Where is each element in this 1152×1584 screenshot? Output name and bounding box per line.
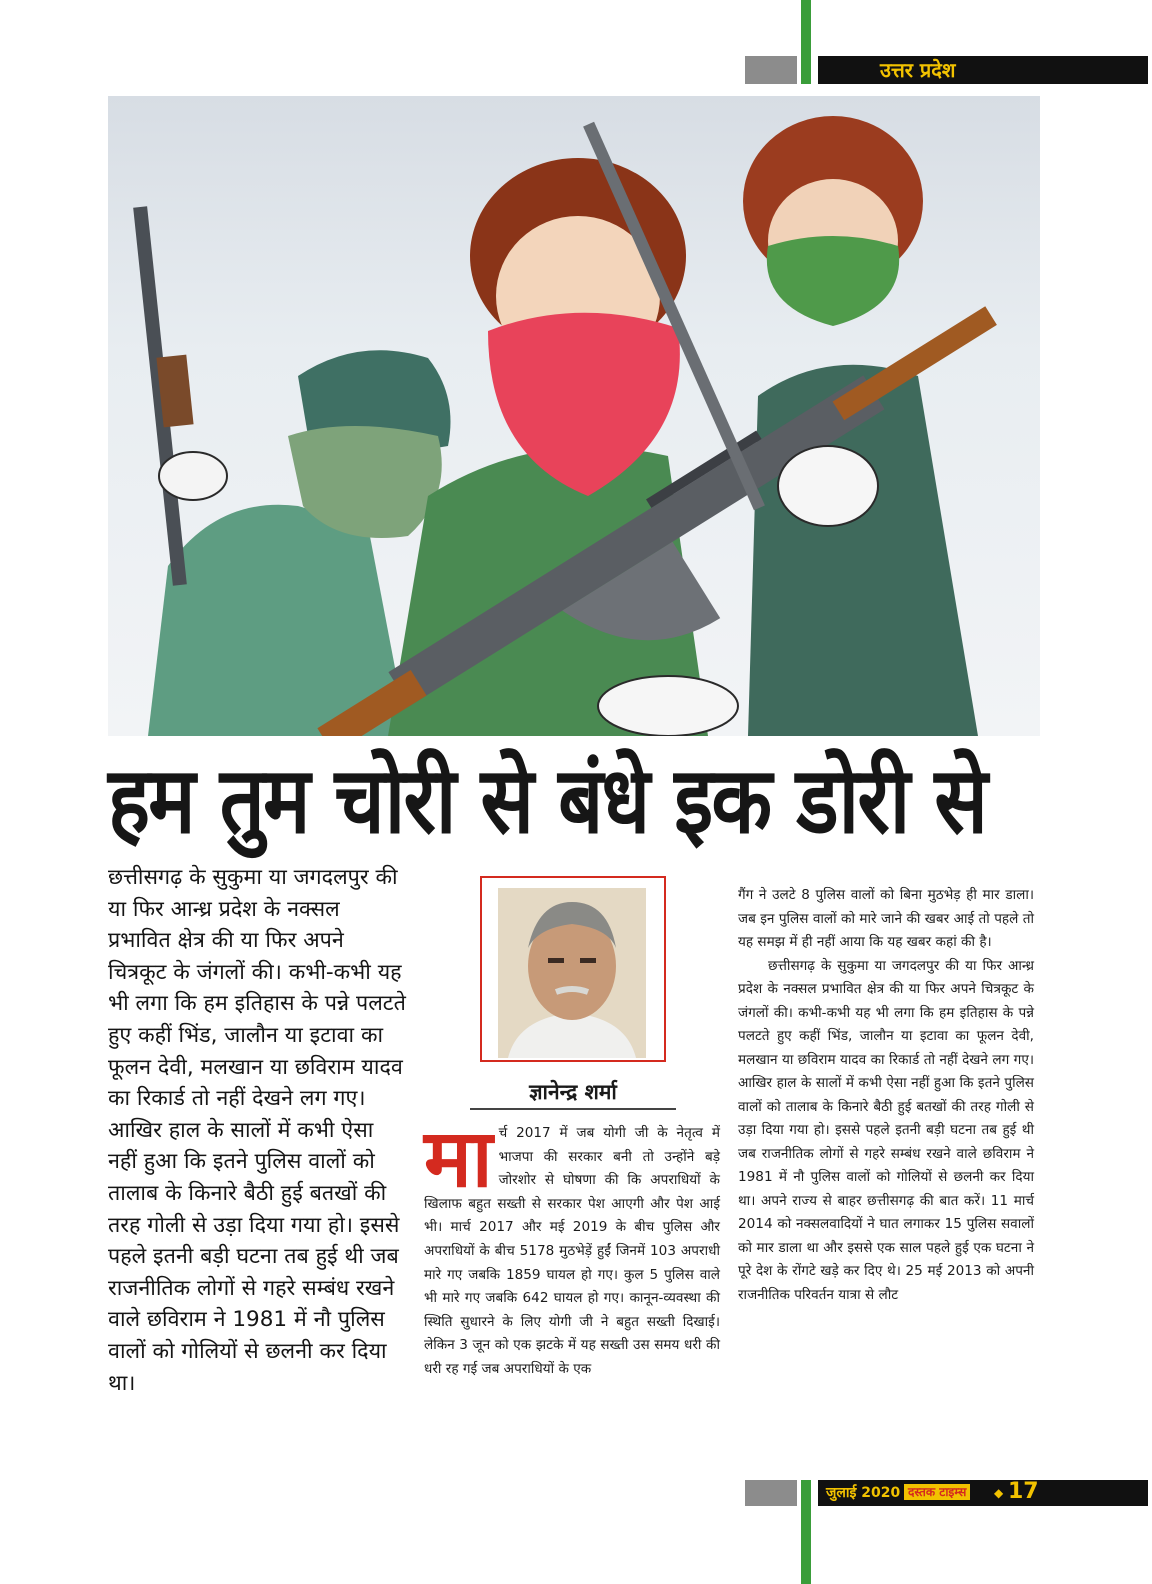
left-hand — [159, 452, 227, 500]
dropcap: मा — [424, 1112, 493, 1205]
footer-date: जुलाई 2020 — [826, 1485, 901, 1501]
header-green-rule — [801, 0, 811, 84]
author-rule — [470, 1108, 676, 1110]
page-number: 17 — [1008, 1479, 1039, 1504]
headline: हम तुम चोरी से बंधे इक डोरी से — [108, 747, 987, 854]
author-photo — [498, 888, 646, 1058]
footer-green-rule — [801, 1480, 811, 1584]
middle-column — [424, 1112, 720, 1382]
author-name: ज्ञानेन्द्र शर्मा — [529, 1080, 617, 1104]
left-column-text: छत्तीसगढ़ के सुकुमा या जगदलपुर की या फिर आन्ध्र प्रदेश के नक्सल प्रभावित क्षेत्र की या फिर अपने चित्रकूट के जंगलों की। कभी-कभी यह भी लगा कि हम इतिहास के पन्ने पलटते हुए कहीं भिंड, जालौन या इटावा का फूलन देवी, मलखान या छविराम यादव का रिकार्ड तो नहीं देखने लग गए। आखिर हाल के सालों में कभी ऐसा नहीं हुआ कि इतने पुलिस वालों को तालाब के किनारे बैठी हुई बतखों की तरह गोली से उड़ा दिया गया हो। इससे पहले इतनी बड़ी घटना तब हुई थी जब राजनीतिक लोगों से गहरे सम्बंध रखने वाले छविराम ने 1981 में नौ पुलिस वालों को गोलियों से छलनी कर दिया था। — [108, 865, 406, 1396]
insurgents-illustration — [108, 96, 1040, 736]
footer-gray-block — [745, 1480, 797, 1506]
right-hand — [778, 446, 878, 526]
right-figure-mask — [767, 236, 899, 326]
middle-column-text: र्च 2017 में जब योगी जी के नेतृत्व में भाजपा की सरकार बनी तो उन्होंने बड़े जोरशोर से घोषणा की कि अपराधियों के खिलाफ बहुत सख्ती से सरकार पेश आएगी और पेश आई भी। मार्च 2017 और मई 2019 के बीच पुलिस और अपराधियों के बीच 5178 मुठभेड़ें हुईं जिनमें 103 अपराधी मारे गए जबकि 1859 घायल हो गए। कुल 5 पुलिस वाले भी मारे गए जबकि 642 घायल हो गए। कानून-व्यवस्था की स्थिति सुधारने के लिए योगी जी ने बहुत सख्ती दिखाई। लेकिन 3 जून को एक झटके में यह सख्ती उस समय धरी की धरी रह गई जब अपराधियों के एक — [424, 1125, 720, 1377]
section-label: उत्तर प्रदेश — [880, 58, 956, 82]
lower-hand — [598, 676, 738, 736]
footer-separator: ◆ — [994, 1486, 1004, 1500]
section-bar — [818, 56, 1148, 84]
author-portrait — [498, 888, 646, 1058]
hero-illustration — [108, 96, 1040, 736]
header-gray-block — [745, 56, 797, 84]
right-column — [738, 884, 1034, 1307]
right-column-para1: गैंग ने उलटे 8 पुलिस वालों को बिना मुठभेड़ ही मार डाला। जब इन पुलिस वालों को मारे जाने की खबर आई तो पहले तो यह समझ में ही नहीं आया कि यह खबर कहां की है। — [738, 887, 1034, 950]
magazine-logo: दस्तक टाइम्स — [904, 1484, 970, 1500]
right-column-para2: छत्तीसगढ़ के सुकुमा या जगदलपुर की या फिर आन्ध्र प्रदेश के नक्सल प्रभावित क्षेत्र की या फिर अपने चित्रकूट के जंगलों की। कभी-कभी यह भी लगा कि हम इतिहास के पन्ने पलटते हुए कहीं भिंड, जालौन या इटावा का फूलन देवी, मलखान या छविराम यादव का रिकार्ड तो नहीं देखने लग गए। आखिर हाल के सालों में कभी ऐसा नहीं हुआ कि इतने पुलिस वालों को तालाब के किनारे बैठी हुई बतखों की तरह गोली से उड़ा दिया गया हो। इससे पहले इतनी बड़ी घटना तब हुई थी जब राजनीतिक लोगों से गहरे सम्बंध रखने वाले छविराम ने 1981 में नौ पुलिस वालों को गोलियों से छलनी कर दिया था। अपने राज्य से बाहर छत्तीसगढ़ की बात करें। 11 मार्च 2014 को नक्सलवादियों ने घात लगाकर 15 पुलिस सवालों को मार डाला था और इससे एक साल पहले हुई एक घटना ने पूरे देश के रोंगटे खड़े कर दिए थे। 25 मई 2013 को अपनी राजनीतिक परिवर्तन यात्रा से लौट — [738, 957, 1034, 1303]
